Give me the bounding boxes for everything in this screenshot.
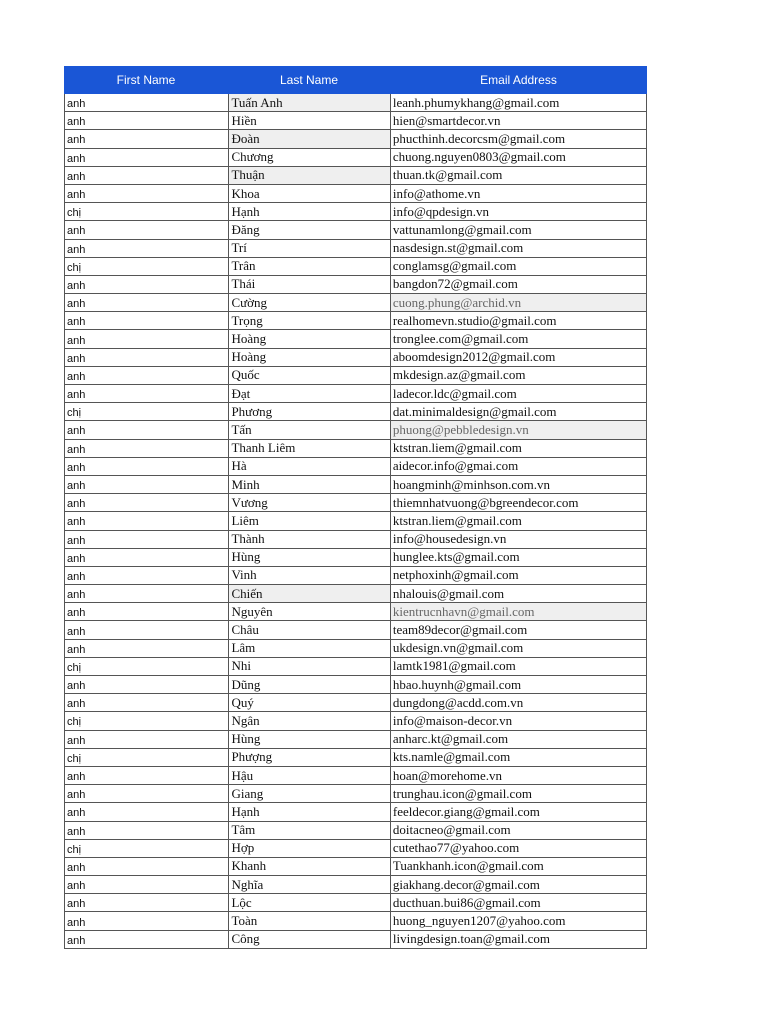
table-header — [64, 66, 647, 94]
cell-first-name[interactable]: anh — [67, 607, 86, 620]
cell-email-address[interactable]: anharc.kt@gmail.com — [390, 731, 646, 748]
cell-first-name[interactable]: anh — [67, 516, 86, 529]
table-row[interactable] — [65, 731, 646, 749]
cell-email-address[interactable]: phucthinh.decorcsm@gmail.com — [390, 130, 646, 147]
cell-last-name[interactable]: Châu — [228, 621, 389, 638]
cell-email-address[interactable]: Tuankhanh.icon@gmail.com — [390, 858, 646, 875]
cell-first-name[interactable]: chị — [67, 752, 82, 765]
table-row[interactable] — [65, 476, 646, 494]
cell-email-address[interactable]: doitacneo@gmail.com — [390, 822, 646, 839]
cell-email-address[interactable]: hunglee.kts@gmail.com — [390, 549, 646, 566]
header-last-name[interactable]: Last Name — [279, 73, 339, 87]
cell-first-name[interactable]: anh — [67, 698, 86, 711]
table-row[interactable] — [65, 403, 646, 421]
cell-last-name[interactable]: Khanh — [228, 858, 389, 875]
table-row[interactable] — [65, 676, 646, 694]
cell-email-address[interactable]: nasdesign.st@gmail.com — [390, 240, 646, 257]
table-row[interactable] — [65, 312, 646, 330]
cell-last-name[interactable]: Phượng — [228, 749, 389, 766]
cell-last-name[interactable]: Giang — [228, 785, 389, 802]
cell-last-name[interactable]: Nguyên — [228, 603, 389, 620]
cell-first-name[interactable]: anh — [67, 916, 86, 929]
cell-last-name[interactable]: Thành — [228, 531, 389, 548]
cell-email-address[interactable]: hoangminh@minhson.com.vn — [390, 476, 646, 493]
cell-email-address[interactable]: info@housedesign.vn — [390, 531, 646, 548]
cell-email-address[interactable]: giakhang.decor@gmail.com — [390, 876, 646, 893]
cell-first-name[interactable]: chị — [67, 407, 82, 420]
cell-first-name[interactable]: anh — [67, 589, 86, 602]
cell-last-name[interactable]: Dũng — [228, 676, 389, 693]
cell-last-name[interactable]: Nhi — [228, 658, 389, 675]
table-row[interactable] — [65, 785, 646, 803]
cell-email-address[interactable]: info@maison-decor.vn — [390, 712, 646, 729]
cell-last-name[interactable]: Chương — [228, 149, 389, 166]
cell-last-name[interactable]: Thái — [228, 276, 389, 293]
table-row[interactable] — [65, 603, 646, 621]
table-row[interactable] — [65, 585, 646, 603]
cell-last-name[interactable]: Ngân — [228, 712, 389, 729]
cell-first-name[interactable]: anh — [67, 461, 86, 474]
table-row[interactable] — [65, 94, 646, 112]
cell-email-address[interactable]: thiemnhatvuong@bgreendecor.com — [390, 494, 646, 511]
cell-email-address[interactable]: dat.minimaldesign@gmail.com — [390, 403, 646, 420]
cell-last-name[interactable]: Quý — [228, 694, 389, 711]
cell-last-name[interactable]: Hiền — [228, 112, 389, 129]
cell-last-name[interactable]: Vương — [228, 494, 389, 511]
cell-first-name[interactable]: anh — [67, 352, 86, 365]
cell-email-address[interactable]: kts.namle@gmail.com — [390, 749, 646, 766]
table-row[interactable] — [65, 458, 646, 476]
cell-email-address[interactable]: cuong.phung@archid.vn — [390, 294, 646, 311]
cell-email-address[interactable]: ktstran.liem@gmail.com — [390, 440, 646, 457]
cell-last-name[interactable]: Công — [228, 931, 389, 948]
cell-email-address[interactable]: hien@smartdecor.vn — [390, 112, 646, 129]
cell-last-name[interactable]: Hoàng — [228, 349, 389, 366]
cell-first-name[interactable]: anh — [67, 334, 86, 347]
cell-first-name[interactable]: anh — [67, 152, 86, 165]
cell-first-name[interactable]: anh — [67, 389, 86, 402]
cell-first-name[interactable]: anh — [67, 316, 86, 329]
cell-last-name[interactable]: Hoàng — [228, 330, 389, 347]
cell-last-name[interactable]: Đăng — [228, 221, 389, 238]
cell-email-address[interactable]: ladecor.ldc@gmail.com — [390, 385, 646, 402]
cell-first-name[interactable]: anh — [67, 861, 86, 874]
cell-last-name[interactable]: Tuấn Anh — [228, 94, 389, 111]
table-row[interactable] — [65, 749, 646, 767]
cell-email-address[interactable]: huong_nguyen1207@yahoo.com — [390, 912, 646, 929]
table-row[interactable] — [65, 640, 646, 658]
cell-last-name[interactable]: Liêm — [228, 512, 389, 529]
table-row[interactable] — [65, 858, 646, 876]
cell-first-name[interactable]: anh — [67, 170, 86, 183]
cell-email-address[interactable]: nhalouis@gmail.com — [390, 585, 646, 602]
cell-first-name[interactable]: anh — [67, 425, 86, 438]
cell-first-name[interactable]: anh — [67, 298, 86, 311]
cell-first-name[interactable]: anh — [67, 825, 86, 838]
table-row[interactable] — [65, 621, 646, 639]
cell-last-name[interactable]: Hạnh — [228, 803, 389, 820]
cell-last-name[interactable]: Hùng — [228, 549, 389, 566]
cell-first-name[interactable]: anh — [67, 934, 86, 947]
header-first-name[interactable]: First Name — [116, 73, 176, 87]
cell-email-address[interactable]: trunghau.icon@gmail.com — [390, 785, 646, 802]
cell-first-name[interactable]: anh — [67, 898, 86, 911]
cell-email-address[interactable]: info@athome.vn — [390, 185, 646, 202]
cell-first-name[interactable]: anh — [67, 552, 86, 565]
header-email-address[interactable]: Email Address — [480, 73, 557, 87]
table-row[interactable] — [65, 567, 646, 585]
table-row[interactable] — [65, 894, 646, 912]
table-row[interactable] — [65, 712, 646, 730]
cell-first-name[interactable]: anh — [67, 134, 86, 147]
cell-last-name[interactable]: Khoa — [228, 185, 389, 202]
cell-email-address[interactable]: aidecor.info@gmai.com — [390, 458, 646, 475]
cell-first-name[interactable]: chị — [67, 716, 82, 729]
cell-last-name[interactable]: Minh — [228, 476, 389, 493]
cell-first-name[interactable]: anh — [67, 370, 86, 383]
cell-last-name[interactable]: Đạt — [228, 385, 389, 402]
cell-first-name[interactable]: chị — [67, 843, 82, 856]
cell-email-address[interactable]: info@qpdesign.vn — [390, 203, 646, 220]
table-row[interactable] — [65, 803, 646, 821]
cell-first-name[interactable]: anh — [67, 498, 86, 511]
cell-last-name[interactable]: Tấn — [228, 421, 389, 438]
table-row[interactable] — [65, 130, 646, 148]
cell-email-address[interactable]: thuan.tk@gmail.com — [390, 167, 646, 184]
cell-email-address[interactable]: conglamsg@gmail.com — [390, 258, 646, 275]
table-row[interactable] — [65, 258, 646, 276]
cell-first-name[interactable]: anh — [67, 625, 86, 638]
table-row[interactable] — [65, 367, 646, 385]
table-row[interactable] — [65, 931, 646, 949]
table-row[interactable] — [65, 167, 646, 185]
cell-first-name[interactable]: anh — [67, 225, 86, 238]
table-body — [64, 94, 647, 949]
cell-first-name[interactable]: anh — [67, 680, 86, 693]
cell-first-name[interactable]: anh — [67, 480, 86, 493]
cell-first-name[interactable]: anh — [67, 734, 86, 747]
cell-first-name[interactable]: anh — [67, 789, 86, 802]
cell-email-address[interactable]: ktstran.liem@gmail.com — [390, 512, 646, 529]
table-row[interactable] — [65, 658, 646, 676]
cell-first-name[interactable]: anh — [67, 643, 86, 656]
cell-last-name[interactable]: Hợp — [228, 840, 389, 857]
cell-last-name[interactable]: Trân — [228, 258, 389, 275]
cell-first-name[interactable]: anh — [67, 534, 86, 547]
cell-email-address[interactable]: lamtk1981@gmail.com — [390, 658, 646, 675]
table-row[interactable] — [65, 149, 646, 167]
cell-last-name[interactable]: Lâm — [228, 640, 389, 657]
table-row[interactable] — [65, 221, 646, 239]
cell-first-name[interactable]: anh — [67, 443, 86, 456]
table-row[interactable] — [65, 840, 646, 858]
table-row[interactable] — [65, 531, 646, 549]
cell-last-name[interactable]: Hạnh — [228, 203, 389, 220]
table-row[interactable] — [65, 185, 646, 203]
table-row[interactable] — [65, 330, 646, 348]
cell-last-name[interactable]: Tâm — [228, 822, 389, 839]
cell-first-name[interactable]: anh — [67, 189, 86, 202]
cell-email-address[interactable]: leanh.phumykhang@gmail.com — [390, 94, 646, 111]
cell-email-address[interactable]: chuong.nguyen0803@gmail.com — [390, 149, 646, 166]
cell-last-name[interactable]: Trọng — [228, 312, 389, 329]
cell-email-address[interactable]: dungdong@acdd.com.vn — [390, 694, 646, 711]
cell-first-name[interactable]: anh — [67, 279, 86, 292]
table-row[interactable] — [65, 876, 646, 894]
cell-last-name[interactable]: Trí — [228, 240, 389, 257]
cell-email-address[interactable]: hoan@morehome.vn — [390, 767, 646, 784]
cell-last-name[interactable]: Thanh Liêm — [228, 440, 389, 457]
cell-last-name[interactable]: Hậu — [228, 767, 389, 784]
cell-first-name[interactable]: anh — [67, 880, 86, 893]
cell-email-address[interactable]: aboomdesign2012@gmail.com — [390, 349, 646, 366]
cell-email-address[interactable]: ducthuan.bui86@gmail.com — [390, 894, 646, 911]
table-row[interactable] — [65, 440, 646, 458]
cell-last-name[interactable]: Vinh — [228, 567, 389, 584]
table-row[interactable] — [65, 767, 646, 785]
table-row[interactable] — [65, 912, 646, 930]
cell-email-address[interactable]: realhomevn.studio@gmail.com — [390, 312, 646, 329]
table-row[interactable] — [65, 512, 646, 530]
table-row[interactable] — [65, 276, 646, 294]
table-row[interactable] — [65, 112, 646, 130]
cell-email-address[interactable]: kientrucnhavn@gmail.com — [390, 603, 646, 620]
cell-first-name[interactable]: anh — [67, 116, 86, 129]
cell-email-address[interactable]: vattunamlong@gmail.com — [390, 221, 646, 238]
table-row[interactable] — [65, 240, 646, 258]
cell-email-address[interactable]: hbao.huynh@gmail.com — [390, 676, 646, 693]
table-row[interactable] — [65, 494, 646, 512]
cell-email-address[interactable]: cutethao77@yahoo.com — [390, 840, 646, 857]
cell-email-address[interactable]: livingdesign.toan@gmail.com — [390, 931, 646, 948]
cell-email-address[interactable]: tronglee.com@gmail.com — [390, 330, 646, 347]
cell-email-address[interactable]: phuong@pebbledesign.vn — [390, 421, 646, 438]
cell-first-name[interactable]: anh — [67, 570, 86, 583]
table-row[interactable] — [65, 549, 646, 567]
cell-last-name[interactable]: Nghĩa — [228, 876, 389, 893]
table-row[interactable] — [65, 203, 646, 221]
cell-email-address[interactable]: feeldecor.giang@gmail.com — [390, 803, 646, 820]
cell-email-address[interactable]: ukdesign.vn@gmail.com — [390, 640, 646, 657]
cell-last-name[interactable]: Cường — [228, 294, 389, 311]
cell-first-name[interactable]: anh — [67, 243, 86, 256]
cell-last-name[interactable]: Chiến — [228, 585, 389, 602]
table-row[interactable] — [65, 349, 646, 367]
table-row[interactable] — [65, 822, 646, 840]
contact-table — [64, 66, 647, 949]
cell-first-name[interactable]: chị — [67, 261, 82, 274]
cell-last-name[interactable]: Quốc — [228, 367, 389, 384]
cell-email-address[interactable]: team89decor@gmail.com — [390, 621, 646, 638]
table-row[interactable] — [65, 385, 646, 403]
cell-last-name[interactable]: Lộc — [228, 894, 389, 911]
cell-first-name[interactable]: chị — [67, 207, 82, 220]
cell-email-address[interactable]: bangdon72@gmail.com — [390, 276, 646, 293]
table-row[interactable] — [65, 294, 646, 312]
cell-last-name[interactable]: Toàn — [228, 912, 389, 929]
cell-first-name[interactable]: anh — [67, 98, 86, 111]
cell-last-name[interactable]: Thuận — [228, 167, 389, 184]
table-row[interactable] — [65, 694, 646, 712]
cell-last-name[interactable]: Hà — [228, 458, 389, 475]
cell-last-name[interactable]: Phương — [228, 403, 389, 420]
cell-email-address[interactable]: netphoxinh@gmail.com — [390, 567, 646, 584]
cell-email-address[interactable]: mkdesign.az@gmail.com — [390, 367, 646, 384]
table-row[interactable] — [65, 421, 646, 439]
cell-last-name[interactable]: Đoàn — [228, 130, 389, 147]
cell-first-name[interactable]: chị — [67, 661, 82, 674]
cell-last-name[interactable]: Hùng — [228, 731, 389, 748]
cell-first-name[interactable]: anh — [67, 771, 86, 784]
cell-first-name[interactable]: anh — [67, 807, 86, 820]
